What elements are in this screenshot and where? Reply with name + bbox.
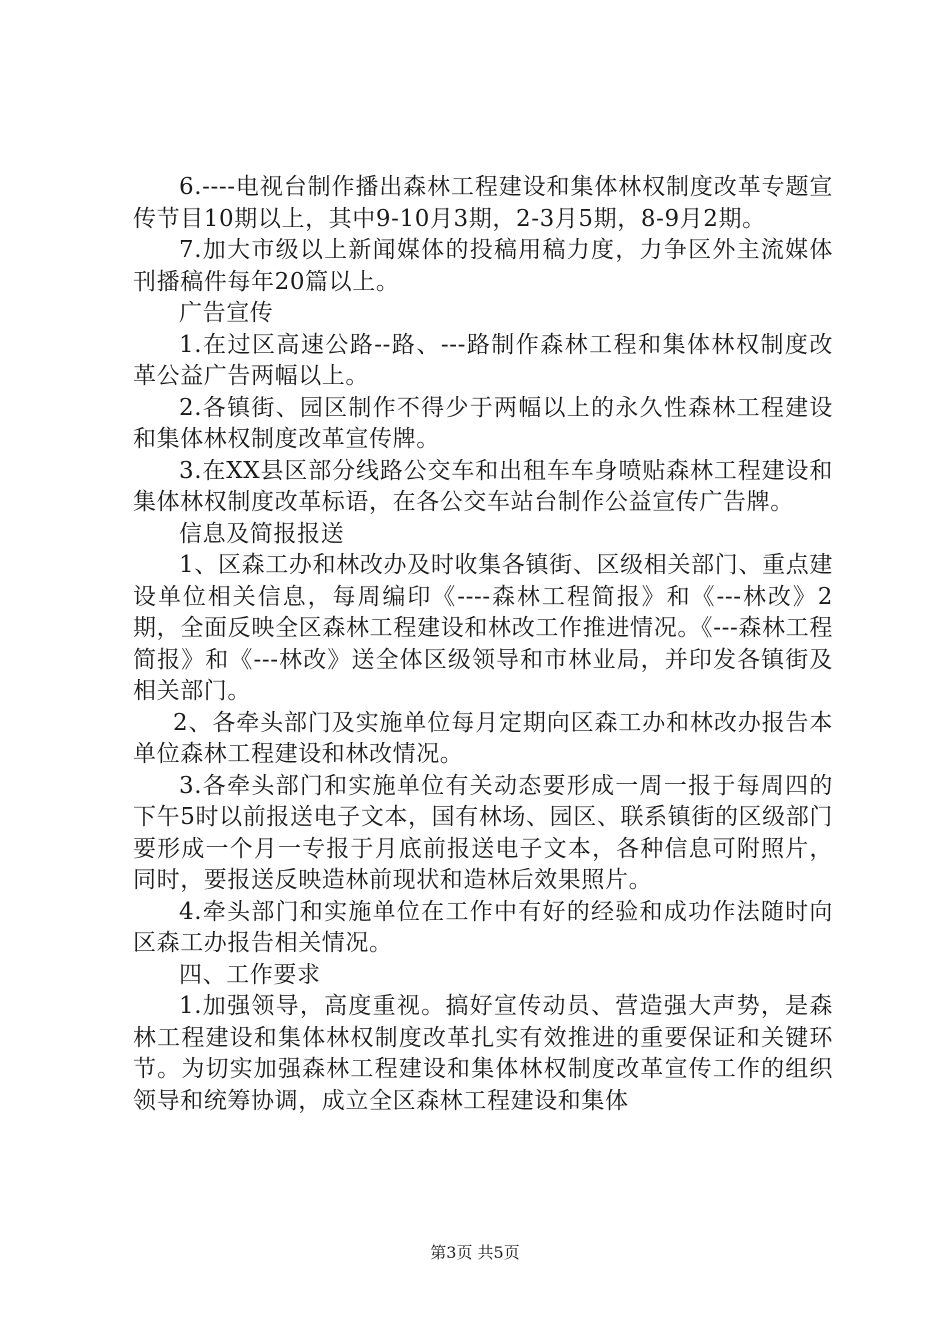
paragraph-leadership: 1.加强领导，高度重视。搞好宣传动员、营造强大声势，是森林工程建设和集体林权制度改革扎实有效推进的重要保证和关键环节。为切实加强森林工程建设和集体林权制度改革宣传工作的组织领导和统筹协调，成立全区森林工程建设和集体 (133, 993, 833, 1114)
section-heading-requirements: 四、工作要求 (179, 961, 321, 988)
paragraph-media-submissions: 7.加大市级以上新闻媒体的投稿用稿力度，力争区外主流媒体刊播稿件每年20篇以上。 (133, 237, 833, 295)
paragraph-monthly-report: 2、各牵头部门及实施单位每月定期向区森工办和林改办报告本单位森林工程建设和林改情况。 (133, 709, 833, 767)
paragraph-town-signs: 2.各镇街、园区制作不得少于两幅以上的永久性森林工程建设和集体林权制度改革宣传牌。 (133, 394, 833, 452)
paragraph-experience-report: 4.牵头部门和实施单位在工作中有好的经验和成功作法随时向区森工办报告相关情况。 (133, 898, 833, 956)
section-heading-advertising: 广告宣传 (179, 300, 274, 326)
page-number-footer: 第3页 共5页 (430, 1243, 520, 1262)
document-body (133, 172, 833, 1117)
paragraph-bus-slogans: 3.在XX县区部分线路公交车和出租车车身喷贴森林工程建设和集体林权制度改革标语，在各公交车站台制作公益宣传广告牌。 (133, 457, 833, 515)
paragraph-weekly-updates: 3.各牵头部门和实施单位有关动态要形成一周一报于每周四的下午5时以前报送电子文本，国有林场、园区、联系镇街的区级部门要形成一个月一专报于月底前报送电子文本，各种信息可附照片，同时，要报送反映造林前现状和造林后效果照片。 (133, 772, 833, 893)
paragraph-tv-programs: 6.----电视台制作播出森林工程建设和集体林权制度改革专题宣传节目10期以上，其中9-10月3期，2-3月5期，8-9月2期。 (133, 174, 833, 232)
paragraph-weekly-bulletin: 1、区森工办和林改办及时收集各镇街、区级相关部门、重点建设单位相关信息，每周编印《----森林工程简报》和《---林改》2期，全面反映全区森林工程建设和林改工作推进情况。《---森林工程简报》和《---林改》送全体区级领导和市林业局，并印发各镇街及相关部门。 (133, 552, 833, 704)
paragraph-highway-ads: 1.在过区高速公路--路、---路制作森林工程和集体林权制度改革公益广告两幅以上。 (133, 331, 833, 389)
section-heading-bulletins: 信息及简报报送 (179, 520, 345, 547)
